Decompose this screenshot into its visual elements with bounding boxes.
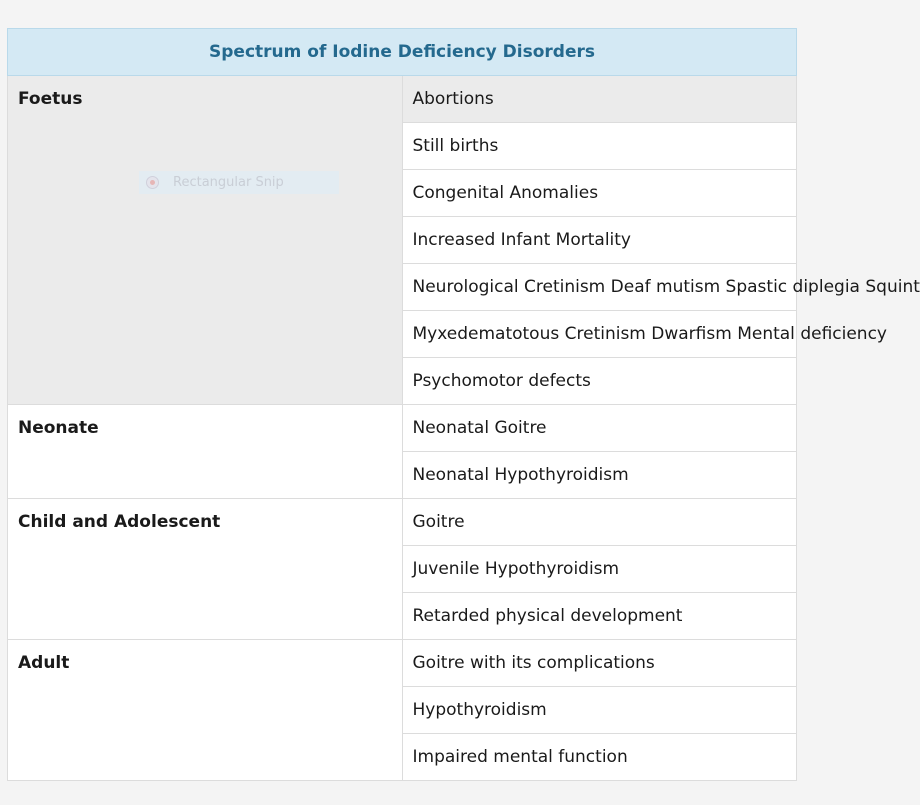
table-cell-item: Neurological Cretinism Deaf mutism Spastic diplegia Squint [402, 264, 797, 311]
table-cell-item: Neonatal Goitre [402, 405, 797, 452]
table-cell-item: Congenital Anomalies [402, 170, 797, 217]
table-cell-item: Hypothyroidism [402, 687, 797, 734]
table-row [8, 640, 797, 687]
table-cell-item: Juvenile Hypothyroidism [402, 546, 797, 593]
table-cell-item: Neonatal Hypothyroidism [402, 452, 797, 499]
table-row [8, 499, 797, 546]
table-cell-item: Goitre with its complications [402, 640, 797, 687]
table-caption-row [8, 29, 797, 76]
idd-spectrum-table [7, 28, 920, 781]
group-label-child-adolescent: Child and Adolescent [8, 499, 403, 640]
table-cell-item: Abortions [402, 76, 797, 123]
group-label-adult: Adult [8, 640, 403, 781]
table-cell-item: Goitre [402, 499, 797, 546]
table-row [8, 405, 797, 452]
group-label-foetus: Foetus [8, 76, 403, 405]
group-label-neonate: Neonate [8, 405, 403, 499]
table-cell-item: Increased Infant Mortality [402, 217, 797, 264]
snip-mode-label: Rectangular Snip [173, 175, 284, 190]
table-cell-item: Psychomotor defects [402, 358, 797, 405]
table-caption: Spectrum of Iodine Deficiency Disorders [8, 29, 797, 76]
table-cell-item: Myxedematotous Cretinism Dwarfism Mental deficiency [402, 311, 797, 358]
table-row [8, 76, 797, 123]
idd-table-container [7, 28, 920, 781]
table-cell-item: Retarded physical development [402, 593, 797, 640]
table-cell-item: Still births [402, 123, 797, 170]
table-cell-item: Impaired mental function [402, 734, 797, 781]
